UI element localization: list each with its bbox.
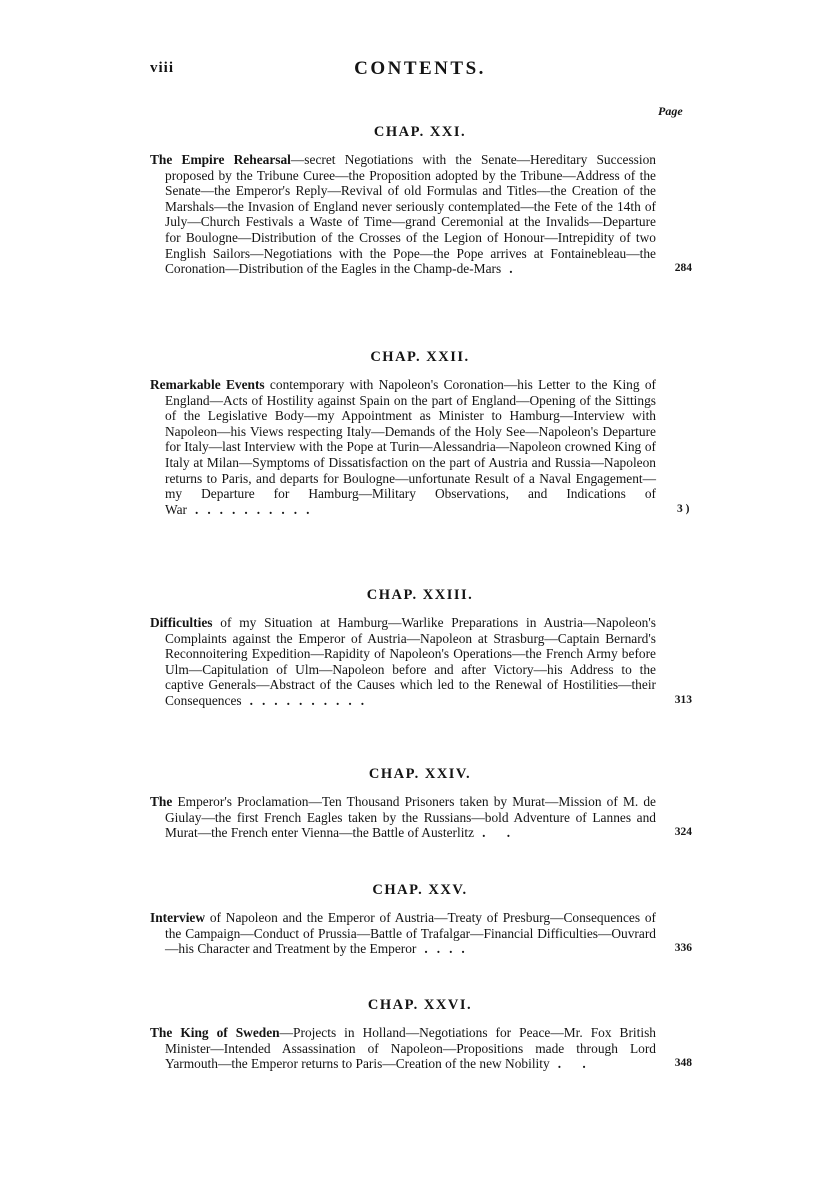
chapter-summary bbox=[150, 152, 690, 277]
chapter-page-number: 284 bbox=[674, 262, 692, 275]
chapter-lead: The bbox=[150, 794, 173, 809]
chapter-summary bbox=[150, 910, 690, 957]
chapter-lead: The Empire Rehearsal bbox=[150, 152, 291, 167]
dot-leader: .......... bbox=[194, 501, 319, 517]
chapter-22 bbox=[150, 349, 690, 517]
chapter-title: CHAP. XXIV. bbox=[368, 766, 472, 782]
chapter-24 bbox=[150, 766, 690, 841]
chapter-title: CHAP. XXIII. bbox=[366, 587, 474, 603]
chapter-25 bbox=[150, 882, 690, 957]
chapter-lead: The King of Sweden bbox=[150, 1025, 280, 1040]
chapter-lead: Remarkable Events bbox=[150, 377, 265, 392]
chapter-text: —Projects in Holland—Negotiations for Peace—Mr. Fox British Minister—Intended Assassination of Napoleon—Propositions made through Lord Yarmouth—the Emperor returns to Paris—Creation of the new Nobility bbox=[165, 1025, 656, 1072]
page-column-label: Page bbox=[658, 104, 683, 118]
chapter-title: CHAP. XXVI. bbox=[367, 997, 473, 1013]
page-header bbox=[150, 58, 690, 86]
chapter-21 bbox=[150, 124, 690, 277]
page-title: CONTENTS. bbox=[354, 58, 486, 79]
chapter-text: —secret Negotiations with the Senate—Hereditary Succession proposed by the Tribune Curee—the Proposition adopted by the Tribune—Address of the Senate—the Emperor's Reply—Revival of old Formulas and Titles—the Creation of the Marshals—the Invasion of England never seriously contemplated—the Fete of the 14th of July—Church Festivals a Waste of Time—grand Ceremonial at the Invalids—Departure for Boulogne—Distribution of the Crosses of the Legion of Honour—Intrepidity of two English Sailors—Negotiations with the Pope—the Pope arrives at Fontainebleau—the Coronation—Distribution of the Eagles in the Champ-de-Mars bbox=[165, 152, 656, 277]
chapter-page-number: 313 bbox=[674, 693, 692, 706]
chapter-page-number: 324 bbox=[674, 826, 692, 839]
chapter-page-number: 348 bbox=[674, 1057, 692, 1070]
chapter-title: CHAP. XXV. bbox=[372, 882, 468, 898]
chapter-summary bbox=[150, 794, 690, 841]
chapter-lead: Interview bbox=[150, 910, 206, 925]
dot-leader: .......... bbox=[249, 692, 374, 708]
chapter-text: contemporary with Napoleon's Coronation—his Letter to the King of England—Acts of Hostility against Spain on the part of England—Opening of the Sittings of the Legislative Body—my Appointment as Minister to Hamburg—Interview with Napoleon—his Views respecting Italy—Demands of the Holy See—Napoleon's Departure for Italy—last Interview with the Pope at Turin—Alessandria—Napoleon crowned King of Italy at Milan—Symptoms of Dissatisfaction on the part of Austria and Russia—Napoleon returns to Paris, and departs for Boulogne—unfortunate Result of a Naval Engagement—my Departure for Hamburg—Military Observations, and Indications of War bbox=[165, 377, 656, 517]
chapter-text: of my Situation at Hamburg—Warlike Preparations in Austria—Napoleon's Complaints against the Emperor of Austria—Napoleon at Strasburg—Captain Bernard's Reconnoitering Expedition—Rapidity of Napoleon's Operations—the French Army before Ulm—Capitulation of Ulm—Napoleon before and after Victory—his Address to the captive Generals—Abstract of the Causes which led to the Renewal of Hostilities—their Consequences bbox=[165, 615, 656, 708]
chapter-26 bbox=[150, 997, 690, 1072]
chapter-text: Emperor's Proclamation—Ten Thousand Prisoners taken by Murat—Mission of M. de Giulay—the first French Eagles taken by the Russians—bold Adventure of Lannes and Murat—the French enter Vienna—the Battle of Austerlitz bbox=[165, 794, 656, 841]
dot-leader: . . bbox=[557, 1056, 595, 1072]
chapter-text: of Napoleon and the Emperor of Austria—Treaty of Presburg—Consequences of the Campaign—Conduct of Prussia—Battle of Trafalgar—Financial Difficulties—Ouvrard—his Character and Treatment by the Emperor bbox=[165, 910, 656, 957]
chapter-title: CHAP. XXI. bbox=[373, 124, 467, 140]
chapter-summary: Remarkable Events contemporary with Napoleon's Coronation—his Letter to the King of England—Acts of Hostility against Spain on the part of England—Opening of the Sittings of the Legislative Body—my Appointment as Minister to Hamburg—Interview with Napoleon—his Views respecting Italy—Demands of the Holy See—Napoleon's Departure for Italy—last Interview with the Pope at Turin—Alessandria—Napoleon crowned King of Italy at Milan—Symptoms of Dissatisfaction on the part of Austria and Russia—Napoleon returns to Paris, and departs for Boulogne—unfortunate Result of a Naval Engagement—my Departure for Hamburg—Military Observations, and Indications of War .......... 3 ) bbox=[150, 377, 690, 517]
dot-leader: . . bbox=[482, 825, 520, 841]
chapter-lead: Difficulties bbox=[150, 615, 213, 630]
chapter-page-number: 336 bbox=[674, 942, 692, 955]
chapter-summary bbox=[150, 615, 690, 709]
dot-leader: .... bbox=[424, 941, 474, 957]
chapter-23 bbox=[150, 587, 690, 709]
chapter-summary bbox=[150, 1025, 690, 1072]
dot-leader: . bbox=[509, 261, 522, 277]
chapter-title: CHAP. XXII. bbox=[370, 349, 470, 365]
page-number-roman: viii bbox=[150, 60, 175, 76]
